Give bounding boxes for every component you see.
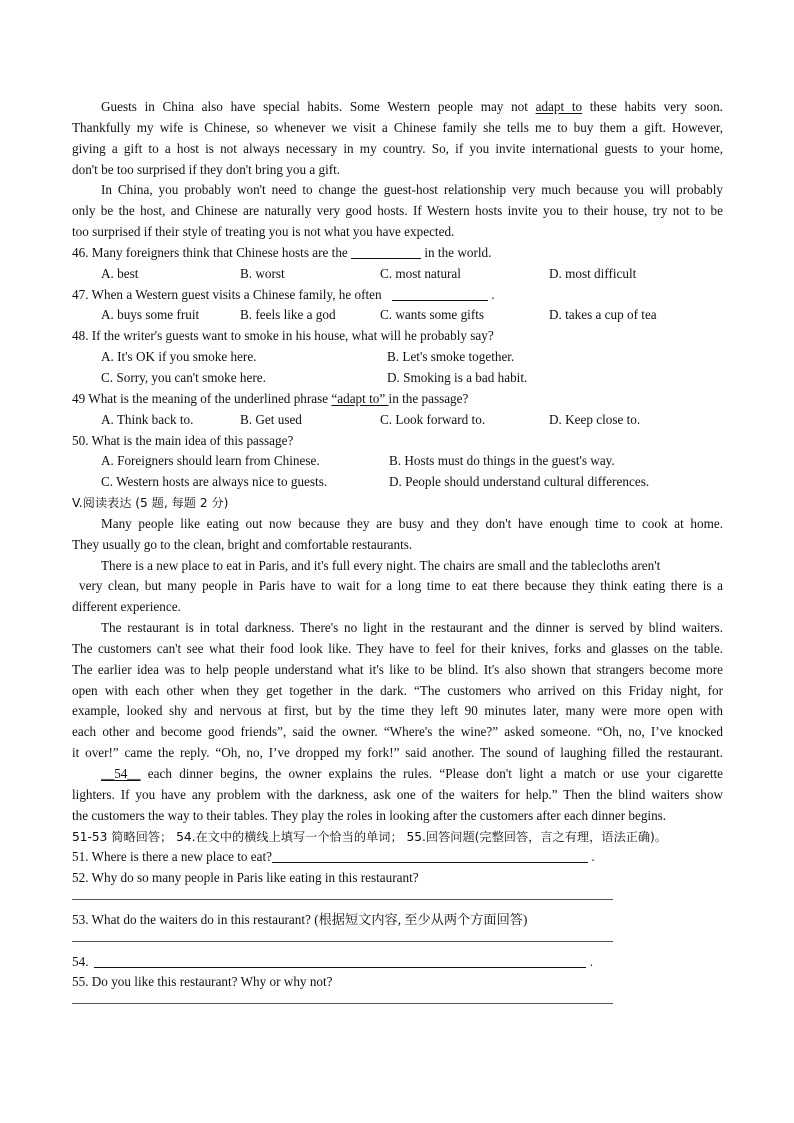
question-stem: 51. Where is there a new place to eat?: [72, 849, 273, 865]
answer-line-54[interactable]: [94, 953, 586, 968]
passage-line: giving a gift to a host is not always necessary in my country. So, if you invite international guests to your home,: [72, 140, 723, 156]
option-b[interactable]: B. feels like a god: [240, 307, 336, 323]
option-b[interactable]: B. Get used: [240, 411, 302, 427]
passage-line: very clean, but many people in Paris have to wait for a long time to eat there because they think eating there is a: [79, 578, 723, 594]
passage-line: [72, 97, 723, 118]
question-51: [72, 847, 723, 868]
question-52: 52. Why do so many people in Paris like eating in this restaurant?: [72, 870, 419, 886]
text-segment: each dinner begins, the owner explains the rules. “Please don't light a match or use your cigarette: [140, 766, 723, 781]
answer-line-51[interactable]: [272, 848, 588, 863]
question-46: [72, 243, 723, 264]
answer-blank[interactable]: [351, 244, 421, 259]
answer-line-53[interactable]: [72, 931, 613, 942]
option-b[interactable]: B. Hosts must do things in the guest's way.: [389, 453, 615, 469]
option-d[interactable]: D. People should understand cultural differences.: [389, 474, 650, 490]
passage-line: don't be too surprised if they don't bring you a gift.: [72, 161, 341, 177]
question-stem: 49 What is the meaning of the underlined phrase: [72, 390, 332, 406]
question-stem: in the world.: [421, 244, 492, 260]
question-47: [72, 285, 723, 306]
options-50-row2: [72, 472, 723, 493]
passage-line: the customers the way to their tables. They play the roles in looking after the customers after each dinner begins.: [72, 807, 667, 823]
passage-line: example, looked shy and nervous at first, but by the time they left 90 minutes later, many were more open with: [72, 703, 723, 719]
options-48-row2: [72, 368, 723, 389]
text-segment: Guests in China also have special habits. Some Western people may not: [101, 99, 536, 114]
question-53: 53. What do the waiters do in this restaurant? (根据短文内容, 至少从两个方面回答): [72, 911, 528, 927]
option-d[interactable]: D. Smoking is a bad habit.: [387, 369, 528, 385]
question-stem: 46. Many foreigners think that Chinese hosts are the: [72, 244, 352, 260]
option-d[interactable]: D. takes a cup of tea: [549, 307, 657, 323]
exam-page: [72, 97, 723, 1014]
option-a[interactable]: A. Foreigners should learn from Chinese.: [101, 453, 320, 469]
option-c[interactable]: C. wants some gifts: [380, 307, 485, 323]
passage-line: each other and become good friends”, said the owner. “Where's the wine?” asked someone. “Oh, no, I’ve knocked: [72, 724, 723, 740]
option-a[interactable]: A. Think back to.: [101, 411, 194, 427]
passage-line: too surprised if their style of treating you is not what you have expected.: [72, 224, 455, 240]
passage-line: There is a new place to eat in Paris, and it's full every night. The chairs are small and the tablecloths aren't: [101, 557, 661, 573]
option-d[interactable]: D. Keep close to.: [549, 411, 641, 427]
passage-line: They usually go to the clean, bright and comfortable restaurants.: [72, 536, 413, 552]
punctuation: .: [586, 953, 594, 969]
option-c[interactable]: C. Look forward to.: [380, 411, 486, 427]
option-b[interactable]: B. Let's smoke together.: [387, 349, 515, 365]
passage-line: it over!” came the reply. “Oh, no, I’ve dropped my fork!” said another. The sound of laughing filled the restaurant.: [72, 745, 723, 761]
passage-line: only be the host, and Chinese are naturally very good hosts. If Western hosts invite you to their house, try not to be: [72, 203, 723, 219]
passage-line: Many people like eating out now because they are busy and they don't have enough time to cook at home.: [101, 515, 723, 531]
option-c[interactable]: C. most natural: [380, 265, 461, 281]
passage-line: Thankfully my wife is Chinese, so whenever we visit a Chinese family she tells me to buy them a gift. However,: [72, 119, 723, 135]
option-b[interactable]: B. worst: [240, 265, 285, 281]
options-49: [72, 410, 723, 431]
instructions: 51-53 简略回答； 54.在文中的横线上填写一个恰当的单词； 55.回答问题(完整回答，言之有理，语法正确)。: [72, 829, 667, 844]
question-49: [72, 389, 723, 410]
options-46: [72, 264, 723, 285]
question-stem: 54.: [72, 953, 89, 969]
option-a[interactable]: A. best: [101, 265, 139, 281]
passage-line: The customers can't see what their food look like. They have to feel for their knives, forks and glasses on the table.: [72, 640, 723, 656]
answer-line-55[interactable]: [72, 993, 613, 1004]
passage-line: The restaurant is in total darkness. There's no light in the restaurant and the dinner is served by blind waiters.: [101, 620, 723, 636]
option-c[interactable]: C. Western hosts are always nice to guests.: [101, 474, 328, 490]
options-50-row1: [72, 451, 723, 472]
question-stem: .: [487, 286, 495, 302]
question-48: 48. If the writer's guests want to smoke in his house, what will he probably say?: [72, 328, 494, 344]
text-segment: these habits very soon.: [582, 99, 723, 114]
answer-line-53-row: [72, 931, 723, 952]
question-stem: in the passage?: [388, 390, 469, 406]
answer-line-52-row: [72, 889, 723, 910]
punctuation: .: [588, 849, 595, 865]
passage-line: In China, you probably won't need to change the guest-host relationship very much because you will probably: [101, 182, 723, 198]
section-heading: V.阅读表达 (5 题, 每题 2 分): [72, 496, 229, 511]
option-a[interactable]: A. buys some fruit: [101, 307, 200, 323]
question-55: 55. Do you like this restaurant? Why or why not?: [72, 974, 333, 990]
answer-line-52[interactable]: [72, 889, 613, 900]
passage-line: different experience.: [72, 599, 181, 615]
blank-54[interactable]: __54__: [101, 766, 141, 781]
passage-line: The earlier idea was to help people understand what it's like to be blind. It's also shown that strangers become more: [72, 661, 723, 677]
question-50: 50. What is the main idea of this passage?: [72, 432, 294, 448]
answer-line-55-row: [72, 993, 723, 1014]
option-c[interactable]: C. Sorry, you can't smoke here.: [101, 369, 266, 385]
options-47: [72, 305, 723, 326]
options-48-row1: [72, 347, 723, 368]
underlined-phrase: “adapt to”: [331, 390, 389, 406]
option-a[interactable]: A. It's OK if you smoke here.: [101, 349, 257, 365]
passage-line: open with each other when they get together in the dark. “The customers who arrived on this Friday night, for: [72, 682, 723, 698]
passage-line: lighters. If you have any problem with the darkness, ask one of the waiters for help.” Then the blind waiters show: [72, 786, 723, 802]
underlined-phrase: adapt to: [535, 99, 583, 114]
question-54: [72, 952, 723, 973]
option-d[interactable]: D. most difficult: [549, 265, 637, 281]
question-stem: 47. When a Western guest visits a Chinese family, he often: [72, 286, 385, 302]
answer-blank[interactable]: [392, 286, 488, 301]
passage-line: [72, 764, 723, 785]
